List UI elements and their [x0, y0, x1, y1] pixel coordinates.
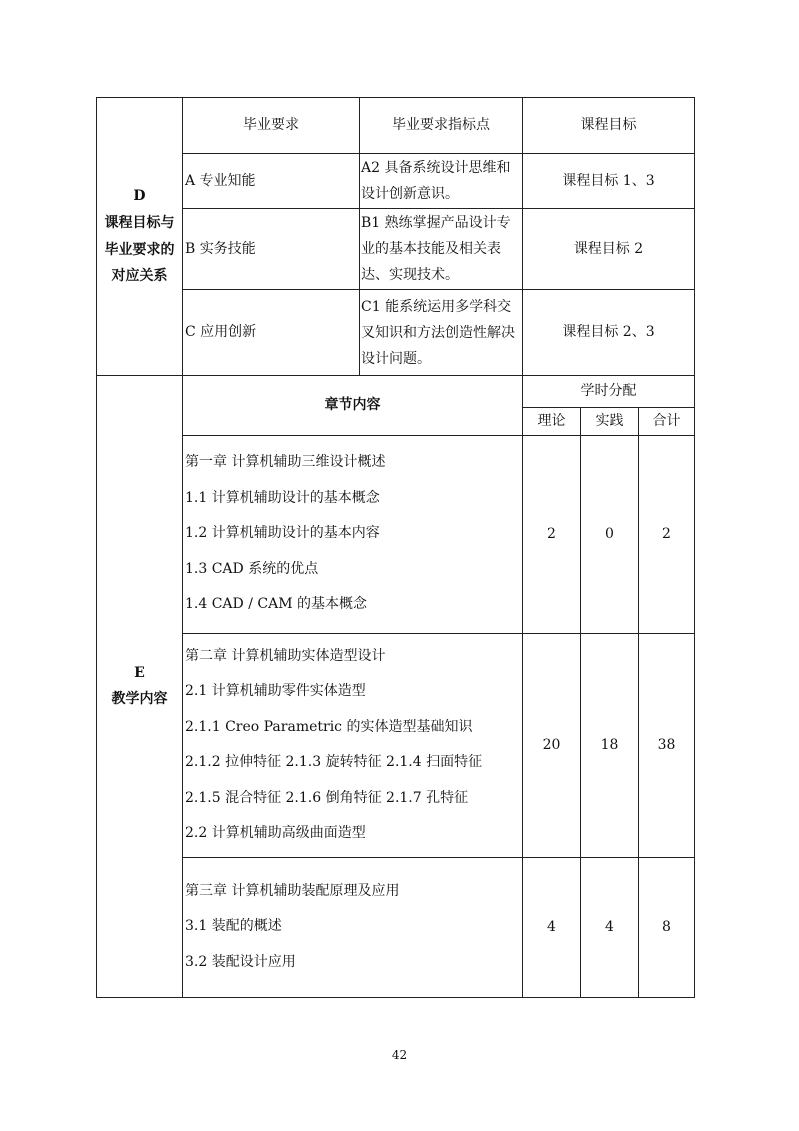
goal-cell: 课程目标 1、3 [523, 154, 695, 209]
page-number: 42 [391, 1048, 408, 1062]
header-indicator: 毕业要求指标点 [360, 98, 523, 154]
section-e-header-row [97, 376, 695, 408]
practice-hours: 4 [581, 857, 639, 997]
chapter-content-cell [183, 857, 523, 997]
chapter-content-cell [183, 633, 523, 857]
chapter-line: 1.2 计算机辅助设计的基本内容 [185, 525, 380, 542]
goal-cell: 课程目标 2、3 [523, 290, 695, 376]
practice-hours: 0 [581, 435, 639, 633]
total-hours: 2 [639, 435, 695, 633]
requirement-cell: A 专业知能 [183, 154, 360, 209]
goal-cell: 课程目标 2 [523, 209, 695, 290]
requirement-row [97, 209, 695, 290]
requirement-row [97, 290, 695, 376]
requirement-row [97, 154, 695, 209]
chapter-line: 3.1 装配的概述 [185, 918, 282, 935]
chapter-line: 2.2 计算机辅助高级曲面造型 [185, 825, 366, 842]
chapter-line: 1.1 计算机辅助设计的基本概念 [185, 489, 380, 506]
chapter-row [97, 435, 695, 633]
chapter-line: 2.1 计算机辅助零件实体造型 [185, 683, 366, 700]
chapter-line: 1.4 CAD / CAM 的基本概念 [185, 596, 367, 613]
header-requirement: 毕业要求 [183, 98, 360, 154]
section-e-title: 教学内容 [111, 691, 168, 708]
chapter-line: 2.1.1 Creo Parametric 的实体造型基础知识 [185, 718, 473, 735]
theory-hours: 20 [523, 633, 581, 857]
total-header: 合计 [639, 408, 695, 436]
section-d-letter: D [133, 188, 146, 205]
header-course-goal: 课程目标 [523, 98, 695, 154]
section-e-label-cell [97, 376, 183, 998]
chapter-line: 第三章 计算机辅助装配原理及应用 [185, 882, 400, 899]
chapter-line: 2.1.2 拉伸特征 2.1.3 旋转特征 2.1.4 扫面特征 [185, 754, 483, 771]
chapter-line: 1.3 CAD 系统的优点 [185, 560, 319, 577]
section-d-title-line2: 毕业要求的 [104, 241, 175, 258]
indicator-cell: A2 具备系统设计思维和设计创新意识。 [360, 154, 523, 209]
requirement-cell: C 应用创新 [183, 290, 360, 376]
requirement-cell: B 实务技能 [183, 209, 360, 290]
practice-hours: 18 [581, 633, 639, 857]
section-e-letter: E [134, 664, 145, 681]
course-table [96, 97, 695, 998]
theory-hours: 2 [523, 435, 581, 633]
indicator-cell: B1 熟练掌握产品设计专业的基本技能及相关表达、实现技术。 [360, 209, 523, 290]
practice-header: 实践 [581, 408, 639, 436]
indicator-cell: C1 能系统运用多学科交叉知识和方法创造性解决设计问题。 [360, 290, 523, 376]
theory-hours: 4 [523, 857, 581, 997]
chapter-row [97, 633, 695, 857]
section-d-title-line1: 课程目标与 [104, 214, 175, 231]
section-d-header-row [97, 98, 695, 154]
theory-header: 理论 [523, 408, 581, 436]
section-d-title-line3: 对应关系 [111, 268, 168, 285]
chapter-row [97, 857, 695, 997]
chapter-line: 3.2 装配设计应用 [185, 953, 296, 970]
total-hours: 8 [639, 857, 695, 997]
content-header: 章节内容 [183, 376, 523, 436]
chapter-line: 2.1.5 混合特征 2.1.6 倒角特征 2.1.7 孔特征 [185, 789, 469, 806]
hours-header: 学时分配 [523, 376, 695, 408]
total-hours: 38 [639, 633, 695, 857]
chapter-content-cell [183, 435, 523, 633]
chapter-line: 第一章 计算机辅助三维设计概述 [185, 454, 386, 471]
chapter-line: 第二章 计算机辅助实体造型设计 [185, 647, 386, 664]
section-d-label-cell [97, 98, 183, 376]
